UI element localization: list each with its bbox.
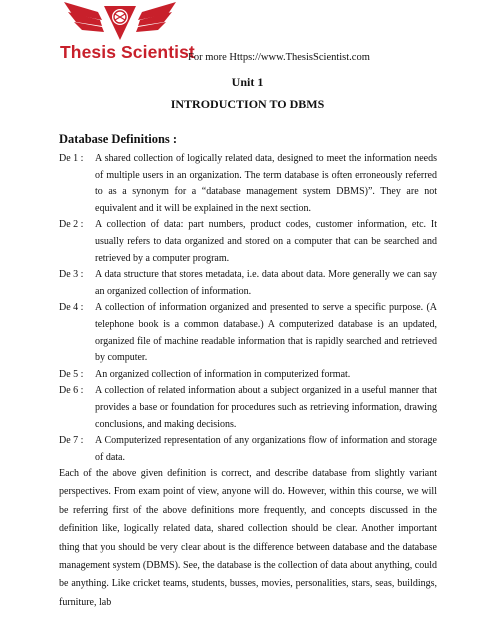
- body-paragraph: Each of the above given definition is correct, and describe database from slightly variant perspectives. From exam point of view, anyone will do. However, within this course, we will be referring first of the above definitions more frequently, and concepts discussed in the definition like, logically related data, shared collection should be clear. Another important thing that you should be very clear about is the difference between database and the database management system (DBMS). See, the database is the collection of data about anything, could be anything. Like cricket teams, students, busses, movies, personalities, stars, seas, buildings, furniture, lab: [59, 468, 437, 608]
- page-title: INTRODUCTION TO DBMS: [170, 97, 325, 111]
- logo: [58, 0, 195, 66]
- definition-item: [59, 151, 437, 217]
- section-heading: Database Definitions :: [59, 132, 178, 146]
- definition-item: [59, 217, 437, 267]
- logo-text: Thesis Scientist: [60, 42, 195, 62]
- definition-text: A data structure that stores metadata, i.e. data about data. More generally we can say an organized collection of information.: [95, 269, 437, 297]
- definition-label: De 3 :: [59, 269, 84, 281]
- definition-label: De 5 :: [59, 368, 84, 380]
- definition-text: An organized collection of information in computerized format.: [95, 368, 351, 380]
- definition-item: [59, 383, 437, 433]
- definition-item: [59, 367, 437, 384]
- definition-text: A shared collection of logically related data, designed to meet the information needs of multiple users in an organization. The term database is often erroneously referred to as a synonym for a “database management system DBMS)”. They are not equivalent and it will be explained in the next section.: [95, 153, 437, 214]
- logo-emblem-icon: [58, 0, 182, 44]
- definition-label: De 1 :: [59, 153, 84, 164]
- definition-text: A Computerized representation of any organizations flow of information and storage of data.: [95, 435, 437, 463]
- definition-item: [59, 300, 437, 366]
- definition-item: [59, 267, 437, 300]
- definition-text: A collection of related information about a subject organized in a useful manner that provides a base or foundation for procedures such as retrieving information, drawing conclusions, and making decisions.: [95, 385, 437, 430]
- definition-item: [59, 433, 437, 466]
- definition-label: De 7 :: [59, 435, 84, 447]
- definition-text: A collection of data: part numbers, product codes, customer information, etc. It usually refers to data organized and stored on a computer that can be searched and retrieved by a computer program.: [95, 219, 437, 264]
- definition-text: A collection of information organized and presented to serve a specific purpose. (A telephone book is a common database.) A computerized database is an updated, organized file of machine readable information that is rapidly searched and retrieved by computer.: [95, 302, 437, 364]
- definition-label: De 4 :: [59, 302, 84, 314]
- definitions-list: [59, 151, 437, 466]
- website-note: For more Https://www.ThesisScientist.com: [188, 52, 370, 63]
- unit-number: Unit 1: [231, 75, 264, 89]
- definition-label: De 6 :: [59, 385, 84, 397]
- definition-label: De 2 :: [59, 219, 84, 231]
